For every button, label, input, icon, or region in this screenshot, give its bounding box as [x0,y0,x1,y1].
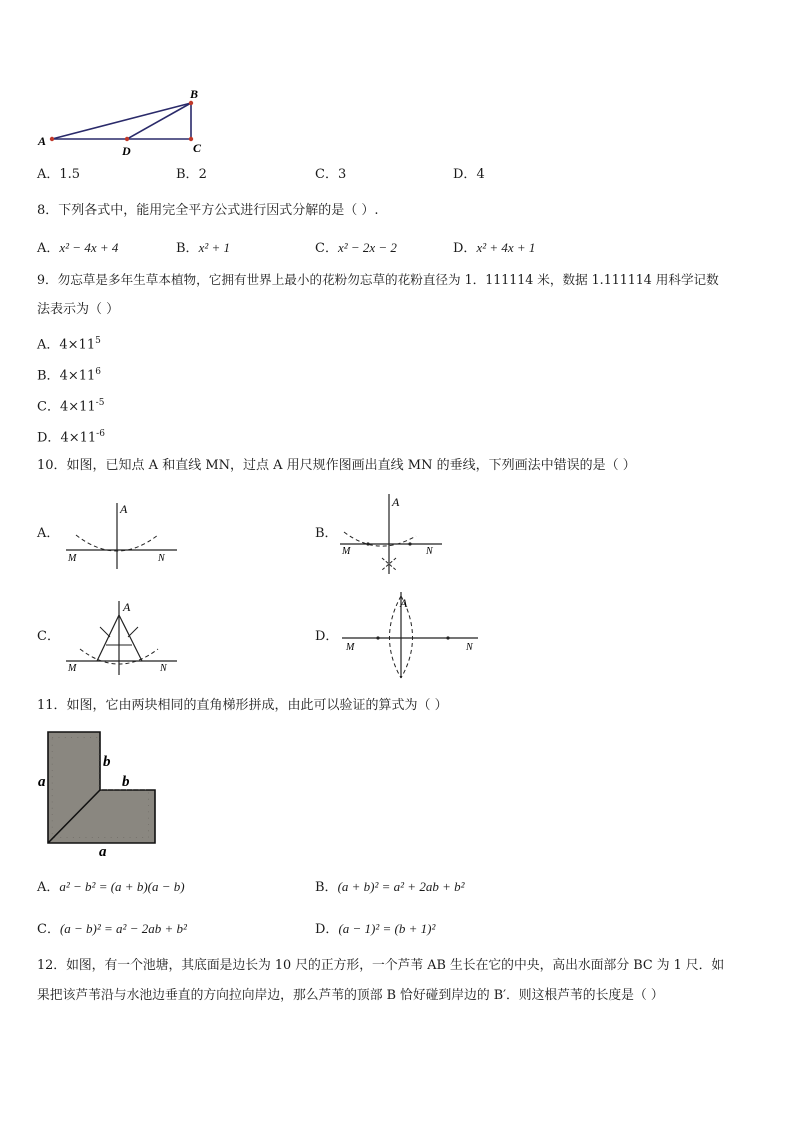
q7-option-d[interactable]: D．4 [453,167,485,182]
q11-option-a[interactable]: A．a² − b² = (a + b)(a − b) [37,879,185,895]
q11-option-b[interactable]: B．(a + b)² = a² + 2ab + b² [315,879,465,895]
q10b-label-a: A [392,495,400,509]
q10d-label-m: M [346,642,355,653]
q10-stem: 10．如图，已知点 A 和直线 MN，过点 A 用尺规作图画出直线 MN 的垂线，下列画法中错误的是（ ） [37,458,636,473]
q8-option-a[interactable]: A．x² − 4x + 4 [37,240,119,256]
q10-option-b-label[interactable]: B． [315,526,338,541]
q9-option-c[interactable]: C．$4\times 11^{-5}$ [37,398,105,415]
q10b-label-n: N [426,546,433,557]
point-label-d: D [122,144,131,158]
q12-stem-line2: 果把该芦苇沿与水池边垂直的方向拉向岸边，那么芦苇的顶部 B 恰好碰到岸边的 B′．则这根芦苇的长度是（ ） [37,988,664,1003]
q10d-label-a: A [400,596,408,610]
q10-figure-b[interactable] [338,488,448,578]
q10a-label-m: M [68,553,77,564]
q11-option-d[interactable]: D．(a − 1)² = (b + 1)² [315,921,436,937]
q10a-label-a: A [120,502,128,516]
side-label-a-bottom: a [99,844,107,858]
q10c-label-n: N [160,663,167,674]
q11-stem: 11．如图，它由两块相同的直角梯形拼成，由此可以验证的算式为（ ） [37,698,448,713]
q8-option-c[interactable]: C．x² − 2x − 2 [315,240,397,256]
q9-stem-line2: 法表示为（ ） [37,302,120,317]
trapezoid-figure [30,728,170,858]
q8-option-b[interactable]: B．x² + 1 [176,240,231,256]
point-label-b: B [190,87,199,101]
q10-figure-d[interactable] [340,590,480,680]
q10-option-a-label[interactable]: A． [37,526,60,541]
q10-option-c-label[interactable]: C． [37,629,60,644]
side-label-b-top: b [103,754,111,770]
q10c-label-a: A [123,600,131,614]
side-label-a-left: a [38,774,46,790]
q9-option-d[interactable]: D．$4\times 11^{-6}$ [37,429,105,446]
q10c-label-m: M [68,663,77,674]
q10-figure-a[interactable] [62,495,182,575]
q12-stem-line1: 12．如图，有一个池塘，其底面是边长为 10 尺的正方形，一个芦苇 AB 生长在它的中央，高出水面部分 BC 为 1 尺．如 [37,958,725,973]
q10-option-d-label[interactable]: D． [315,629,339,644]
q9-stem-line1: 9．勿忘草是多年生草本植物，它拥有世界上最小的花粉勿忘草的花粉直径为 1．111114 米，数据 1.111114 用科学记数 [37,272,719,287]
q10-figure-c[interactable] [62,597,182,677]
q11-option-c[interactable]: C．(a − b)² = a² − 2ab + b² [37,921,187,937]
q10a-label-n: N [158,553,165,564]
q10d-label-n: N [466,642,473,653]
point-label-a: A [38,134,47,148]
triangle-figure [30,84,220,158]
q7-option-b[interactable]: B．2 [176,167,207,182]
q8-option-d[interactable]: D．x² + 4x + 1 [453,240,536,256]
q7-option-c[interactable]: C．3 [315,167,347,182]
q8-stem: 8．下列各式中，能用完全平方公式进行因式分解的是（ ）. [37,203,379,218]
side-label-b-right: b [122,774,130,790]
q9-option-a[interactable]: A．$4\times 11^5$ [37,336,101,353]
q10b-label-m: M [342,546,351,557]
point-label-c: C [193,141,202,155]
q9-option-b[interactable]: B．$4\times 11^6$ [37,367,102,384]
q7-option-a[interactable]: A．1.5 [37,167,81,182]
